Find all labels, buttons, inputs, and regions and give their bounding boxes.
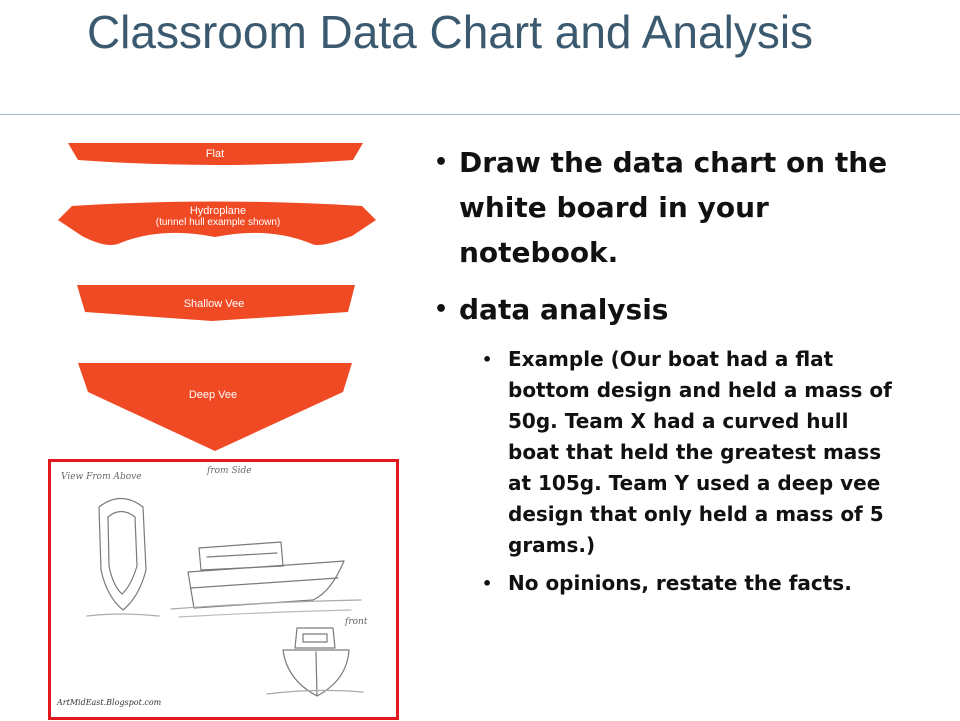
- hull-shapes-diagram: [50, 136, 390, 454]
- hull-hydroplane-label: Hydroplane: [189, 205, 247, 217]
- hull-shallow-vee-label: Shallow Vee: [183, 298, 245, 310]
- sketch-top-view-ground: [87, 614, 159, 616]
- slide-bullets: [432, 140, 902, 606]
- hull-hydroplane-note: (tunnel hull example shown): [155, 217, 281, 228]
- hull-flat-label: Flat: [205, 148, 225, 160]
- hull-deep-vee-label: Deep Vee: [188, 389, 238, 401]
- hull-deep-vee: [78, 363, 352, 451]
- sketch-credit: ArtMidEast.Blogspot.com: [57, 698, 162, 707]
- sketch-label-above: View From Above: [61, 472, 142, 482]
- hull-deep-vee-shape: [78, 363, 352, 451]
- slide-title: Classroom Data Chart and Analysis: [86, 6, 814, 58]
- sketch-front-window: [303, 634, 327, 642]
- boat-sketch: [51, 462, 396, 717]
- sketch-front-cabin: [295, 628, 335, 648]
- bullet-draw-chart: • Draw the data chart on the white board in your notebook.: [432, 140, 902, 275]
- sketch-side-water-2: [179, 610, 351, 617]
- boat-sketch-image: [48, 459, 399, 720]
- sketch-side-hull-line: [191, 578, 338, 588]
- bullet-data-analysis: • data analysis: [432, 287, 902, 332]
- sketch-label-side: from Side: [207, 466, 252, 476]
- hull-flat: [68, 143, 363, 165]
- hull-shallow-vee: [77, 285, 355, 321]
- hull-hydroplane: [58, 202, 376, 246]
- sketch-front-water: [267, 690, 363, 694]
- sub-bullet-no-opinions: • No opinions, restate the facts.: [432, 568, 902, 599]
- sketch-top-view-inner: [108, 512, 137, 595]
- title-divider: [0, 114, 960, 115]
- sub-bullet-example: • Example (Our boat had a flat bottom design and held a mass of 50g. Team X had a curved hull boat that held the greatest mass at 105g. Team Y used a deep vee design that only held a mass of 5 grams.): [432, 344, 902, 561]
- sketch-side-cabin-window: [207, 553, 277, 557]
- sketch-front-keel: [316, 652, 317, 696]
- sketch-label-front: front: [345, 617, 368, 627]
